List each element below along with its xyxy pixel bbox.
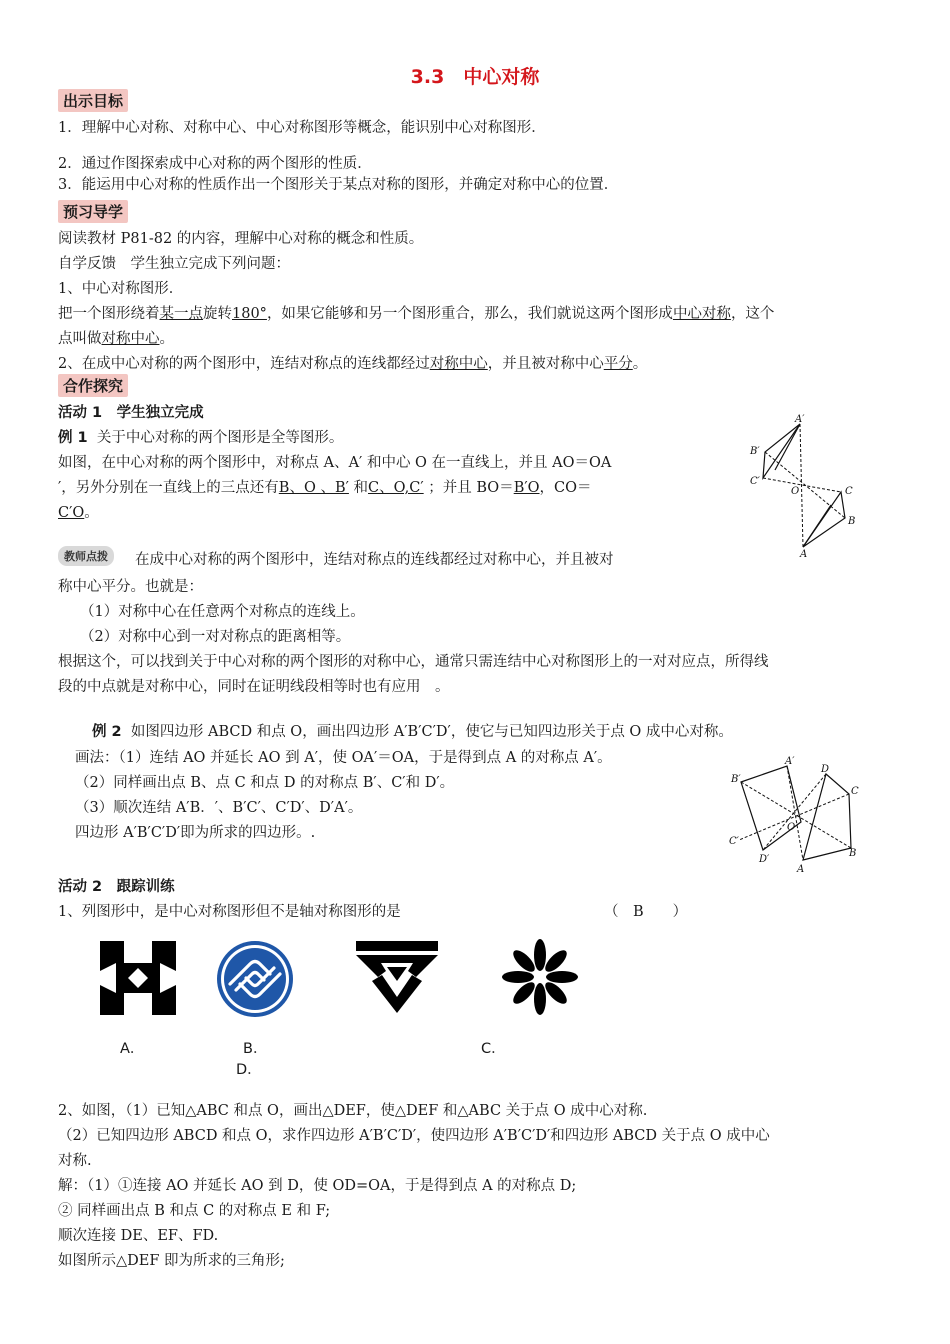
- example1-line1: 如图，在中心对称的两个图形中，对称点 A、A′ 和中心 O 在一直线上，并且 AO＝OA: [58, 455, 612, 471]
- example1: 例 1 关于中心对称的两个图形是全等图形。: [58, 430, 344, 446]
- activity2-heading: 活动 2 跟踪训练: [58, 879, 175, 895]
- activity2-q2-line2: （2）已知四边形 ABCD 和点 O，求作四边形 A′B′C′D′，使四边形 A′B′C′D′和四边形 ABCD 关于点 O 成中心: [58, 1128, 770, 1144]
- solution-line2: ② 同样画出点 B 和点 C 的对称点 E 和 F;: [58, 1203, 331, 1219]
- goal-2: 2．通过作图探索成中心对称的两个图形的性质．: [58, 156, 372, 172]
- fig2-label-a-prime: A′: [785, 756, 795, 767]
- option-b-figure: [216, 940, 294, 1018]
- tip-line3: （1）对称中心在任意两个对称点的连线上。: [80, 604, 365, 620]
- preview-definition-line1: 把一个图形绕着某一点旋转180°，如果它能够和另一个图形重合，那么，我们就说这两个图形成中心对称，这个: [58, 306, 775, 322]
- solution-line4: 如图所示△DEF 即为所求的三角形;: [58, 1253, 285, 1269]
- solution-line1: 解：（1）①连接 AO 并延长 AO 到 D，使 OD=OA，于是得到点 A 的对称点 D;: [58, 1178, 577, 1194]
- preview-q2: 2、在成中心对称的两个图形中，连结对称点的连线都经过对称中心，并且被对称中心平分。: [58, 356, 648, 372]
- tip-line1: 在成中心对称的两个图形中，连结对称点的连线都经过对称中心，并且被对: [135, 552, 614, 568]
- preview-definition-line2: 点叫做对称中心。: [58, 331, 174, 347]
- teacher-tip-badge: 教师点拨: [58, 546, 114, 566]
- solution-line3: 顺次连接 DE、EF、FD.: [58, 1228, 219, 1244]
- section-goals-header: 出示目标: [58, 89, 128, 112]
- activity2-q1-answer: （ B ）: [604, 904, 688, 920]
- example2: 例 2 如图四边形 ABCD 和点 O，画出四边形 A′B′C′D′，使它与已知四边形关于点 O 成中心对称。: [92, 724, 733, 740]
- page-title: 3.3 中心对称: [410, 66, 540, 88]
- goal-1: 1．理解中心对称、对称中心、中心对称图形等概念，能识别中心对称图形．: [58, 120, 546, 136]
- option-a-figure: [100, 941, 176, 1015]
- option-d-figure: [502, 939, 578, 1015]
- fig1-label-o: O: [791, 486, 800, 497]
- tip-line4: （2）对称中心到一对对称点的距离相等。: [80, 629, 351, 645]
- fig2-label-b: B: [849, 848, 857, 859]
- fig1-label-a: A: [800, 549, 808, 560]
- figure-example2: [725, 752, 865, 874]
- section-preview-header: 预习导学: [58, 200, 128, 223]
- example1-line2: ′，另外分别在一直线上的三点还有B、O 、B′ 和C、O,C′ ；并且 BO＝B′O，CO＝: [58, 480, 592, 496]
- blank-some-point: 某一点: [159, 306, 203, 322]
- section-explore-header: 合作探究: [58, 374, 128, 397]
- fig1-label-c-prime: C′: [750, 476, 760, 487]
- preview-feedback: 自学反馈 学生独立完成下列问题：: [58, 256, 290, 272]
- option-c-figure: [356, 941, 438, 1013]
- fig1-label-b: B: [848, 516, 856, 527]
- fig2-label-d: D: [821, 764, 830, 775]
- example2-label: 例 2: [92, 724, 122, 740]
- blank-180: 180°: [232, 306, 267, 322]
- blank-co: C′O: [58, 505, 85, 521]
- option-d-label: D．: [236, 1062, 262, 1078]
- option-b-label: B．: [243, 1041, 268, 1057]
- fig1-label-a-prime: A′: [795, 414, 805, 425]
- fig2-label-o: O: [787, 822, 796, 833]
- example1-label: 例 1: [58, 430, 88, 446]
- fig1-label-b-prime: B′: [750, 446, 760, 457]
- blank-b-o-b: B、O 、B′: [278, 480, 349, 496]
- fig2-label-b-prime: B′: [731, 774, 741, 785]
- activity2-q2-line3: 对称.: [58, 1153, 92, 1169]
- example2-step4: 四边形 A′B′C′D′即为所求的四边形。.: [75, 825, 316, 841]
- option-a-label: A．: [120, 1041, 145, 1057]
- goal-3: 3．能运用中心对称的性质作出一个图形关于某点对称的图形，并确定对称中心的位置．: [58, 177, 619, 193]
- example2-step3: （3）顺次连结 A′B．′、B′C′、C′D′、D′A′。: [75, 800, 363, 816]
- fig2-label-c: C: [851, 786, 859, 797]
- activity2-q1: 1、列图形中，是中心对称图形但不是轴对称图形的是: [58, 904, 401, 920]
- blank-symmetry-center: 对称中心: [101, 331, 160, 347]
- blank-bisect: 平分: [603, 356, 633, 372]
- fig2-label-d-prime: D′: [759, 854, 770, 865]
- example2-step2: （2）同样画出点 B、点 C 和点 D 的对称点 B′、C′和 D′。: [75, 775, 455, 791]
- tip-line5: 根据这个，可以找到关于中心对称的两个图形的对称中心，通常只需连结中心对称图形上的一对对应点，所得线: [58, 654, 769, 670]
- blank-c-o-c: C、O,C′: [368, 480, 424, 496]
- example2-step1: 画法：（1）连结 AO 并延长 AO 到 A′，使 OA′＝OA，于是得到点 A 的对称点 A′。: [75, 750, 612, 766]
- fig2-label-a: A: [797, 864, 805, 874]
- blank-central-symmetry: 中心对称: [672, 306, 731, 322]
- activity1-heading: 活动 1 学生独立完成: [58, 405, 204, 421]
- fig1-upper-triangle: [763, 424, 800, 478]
- fig2-quad-prime: [741, 766, 801, 850]
- preview-read: 阅读教材 P81-82 的内容，理解中心对称的概念和性质。: [58, 231, 424, 247]
- option-c-label: C．: [481, 1041, 506, 1057]
- fig2-quad: [803, 774, 851, 860]
- example1-line3: C′O。: [58, 505, 99, 521]
- blank-bo: B′O: [513, 480, 540, 496]
- blank-center: 对称中心: [429, 356, 488, 372]
- activity2-q2-line1: 2、如图，（1）已知△ABC 和点 O，画出△DEF，使△DEF 和△ABC 关于点 O 成中心对称.: [58, 1103, 648, 1119]
- fig2-label-c-prime: C′: [729, 836, 739, 847]
- fig1-label-c: C: [845, 486, 853, 497]
- tip-line2: 称中心平分。也就是：: [58, 579, 203, 595]
- tip-line6: 段的中点就是对称中心，同时在证明线段相等时也有应用 。: [58, 679, 450, 695]
- preview-q1: 1、中心对称图形．: [58, 281, 184, 297]
- figure-example1: [745, 410, 865, 560]
